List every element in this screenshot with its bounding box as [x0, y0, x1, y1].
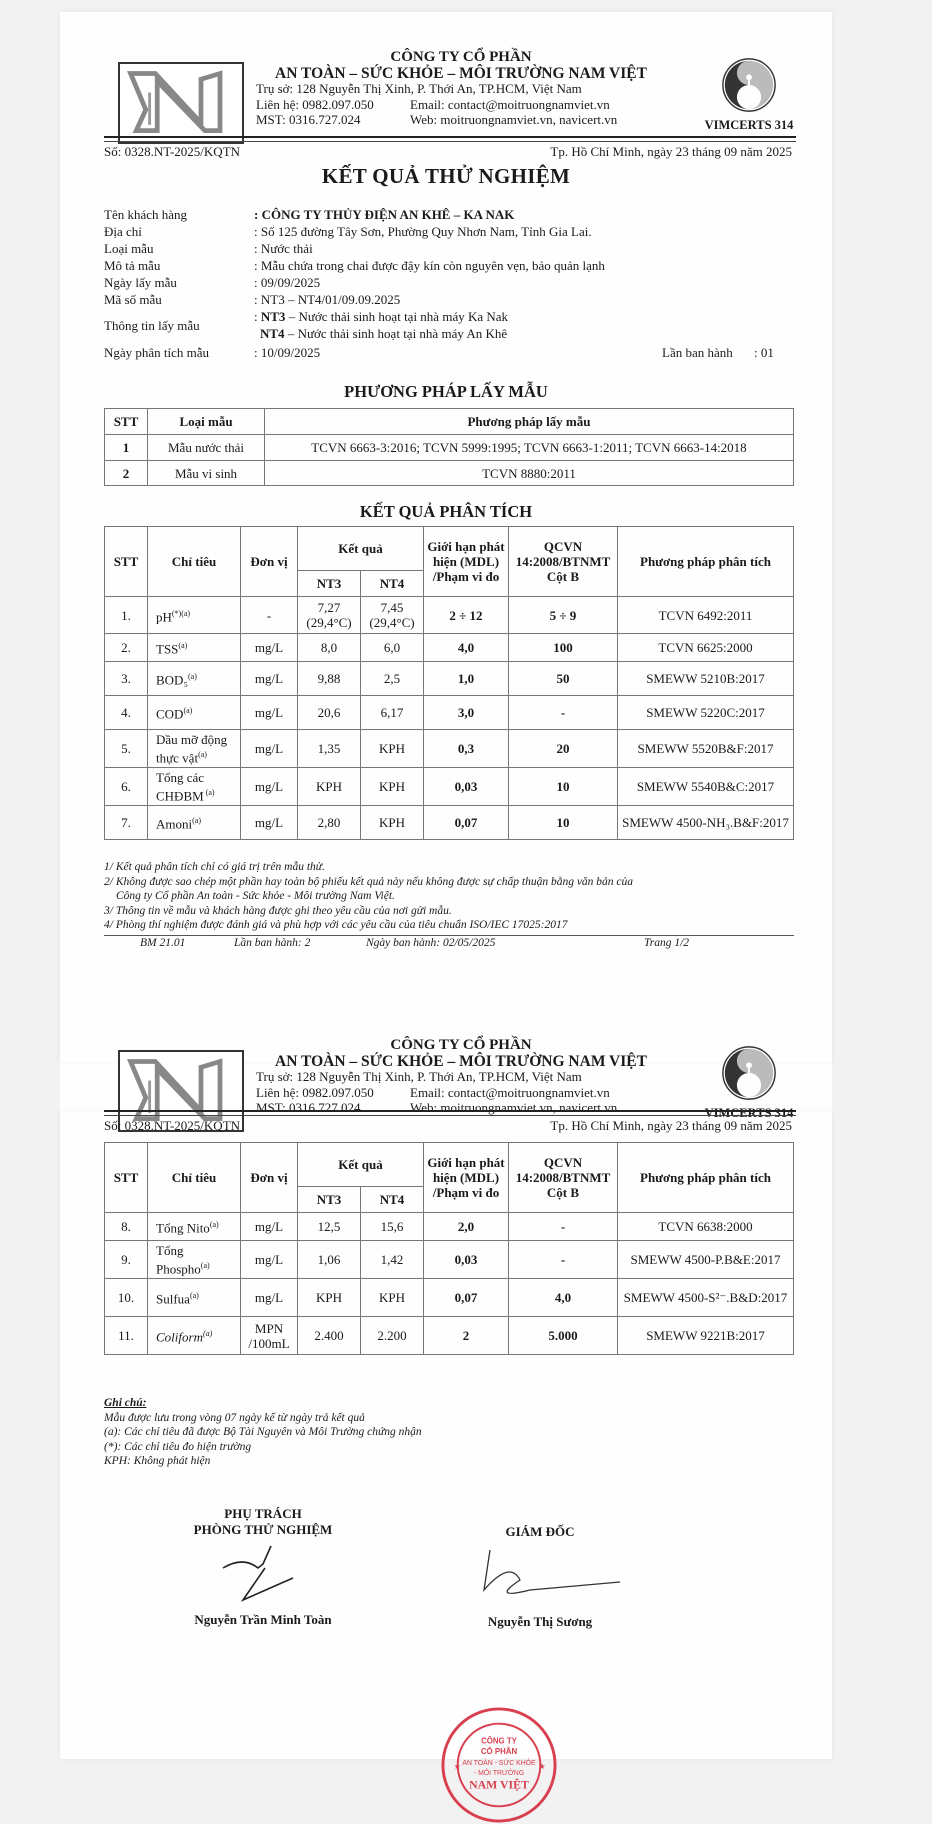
director-signature-block: [470, 1524, 610, 1630]
page1-footer: [104, 935, 794, 954]
company-stamp-icon: [440, 1706, 558, 1824]
document-date: Tp. Hồ Chí Minh, ngày 23 tháng 09 năm 2025: [550, 144, 792, 159]
svg-text:★: ★: [538, 1761, 546, 1771]
analysis-date-value: : 10/09/2025: [254, 345, 321, 360]
table-row: 9. Tổng Phospho$^{(a)}$ mg/L 1,06 1,42 0,03 - SMEWW 4500-P.B&E:2017: [105, 1241, 794, 1279]
header-rule: [104, 136, 796, 142]
document-number: Số: 0328.NT-2025/KQTN: [104, 144, 241, 159]
sample-desc-label: Mô tả mẫu: [104, 258, 161, 273]
customer-value: : CÔNG TY THỦY ĐIỆN AN KHÊ – KA NAK: [254, 207, 515, 222]
svg-text:- MÔI TRƯỜNG: - MÔI TRƯỜNG: [473, 1769, 525, 1777]
table-row: 1 Mẫu nước thải TCVN 6663-3:2016; TCVN 5999:1995; TCVN 6663-1:2011; TCVN 6663-14:2018: [105, 435, 794, 461]
col-sample-type: Loại mẫu: [148, 409, 265, 435]
table-row: 10. Sulfua$^{(a)}$ mg/L KPH KPH 0,07 4,0 SMEWW 4500-S²⁻.B&D:2017: [105, 1279, 794, 1317]
svg-text:AN TOÀN - SỨC KHỎE: AN TOÀN - SỨC KHỎE: [462, 1760, 536, 1767]
notes-title: Ghi chú:: [104, 1397, 147, 1409]
analysis-section-title: KẾT QUẢ PHÂN TÍCH: [359, 502, 533, 521]
sampling-section-title: PHƯƠNG PHÁP LẤY MẪU: [344, 382, 548, 401]
lab-manager-signature-icon: [203, 1538, 323, 1608]
customer-label: Tên khách hàng: [104, 207, 188, 222]
issue-value: : 01: [754, 345, 774, 360]
sample-date-label: Ngày lấy mẫu: [104, 275, 177, 290]
analysis-table-page1: STT Chỉ tiêu Đơn vị Kết quả Giới hạn phát hiện (MDL) /Phạm vi đo QCVN 14:2008/BTNMT Cột B Phương pháp phân tích NT3 NT4 1. $pH^{(*)(a)}$ - 7,27 (29,4°C) 7,45 (29,4°C) 2 ÷ 12 5 ÷ 9 TCVN 6492:2011 2. TSS$^{(a)}$ mg/L 8,0 6,0 4,0 100 TCVN 6625:2000 3. BOD₅$^{(a)}$ mg/L 9,88 2,5 1,0 50 SMEWW 5210B:2017 4. COD$^{(a)}$ mg/L 20,6 6,17 3,0 - SMEWW 5220C:2017 5. Dầu mỡ động thực vật$^{(a)}$ mg/L 1,35 KPH 0,3 20 SMEWW 5520B&F:2017 6. Tổng các CHĐBM $^{(a)}$ mg/L KPH KPH 0,03 10 SMEWW 5540B&C:2017 7. Amoni$^{(a)}$ mg/L 2,80 KPH 0,07 10 SMEWW 4500-NH₃.B&F:2017: [104, 526, 794, 840]
svg-text:CỔ PHẦN: CỔ PHẦN: [480, 1747, 518, 1757]
lab-manager-name: Nguyễn Trần Minh Toàn: [194, 1612, 332, 1627]
table-row: 7. Amoni$^{(a)}$ mg/L 2,80 KPH 0,07 10 SMEWW 4500-NH₃.B&F:2017: [105, 806, 794, 840]
director-signature-icon: [450, 1540, 630, 1610]
lab-manager-title1: PHỤ TRÁCH: [224, 1506, 302, 1521]
table-row: 4. COD$^{(a)}$ mg/L 20,6 6,17 3,0 - SMEWW 5220C:2017: [105, 696, 794, 730]
analysis-table-page2: STT Chỉ tiêu Đơn vị Kết quả Giới hạn phát hiện (MDL) /Phạm vi đo QCVN 14:2008/BTNMT Cột B Phương pháp phân tích NT3 NT4 8. Tổng Nito$^{(a)}$ mg/L 12,5 15,6 2,0 - TCVN 6638:2000 9. Tổng Phospho$^{(a)}$ mg/L 1,06 1,42 0,03 - SMEWW 4500-P.B&E:2017 10. Sulfua$^{(a)}$ mg/L KPH KPH 0,07 4,0 SMEWW 4500-S²⁻.B&D:2017 11. Coliform$^{(a)}$ MPN /100mL 2.400 2.200 2 5.000 SMEWW 9221B:2017: [104, 1142, 794, 1355]
sampling-table: [104, 408, 794, 486]
sample-type-value: : Nước thải: [254, 241, 313, 256]
sample-type-label: Loại mẫu: [104, 241, 154, 256]
sampling-info-label: Thông tin lấy mẫu: [104, 317, 200, 333]
document-date: Tp. Hồ Chí Minh, ngày 23 tháng 09 năm 2025: [550, 1118, 792, 1133]
lab-manager-title2: PHÒNG THỬ NGHIỆM: [193, 1522, 333, 1537]
analysis-date-label: Ngày phân tích mẫu: [104, 345, 210, 360]
sample-date-value: : 09/09/2025: [254, 275, 321, 290]
sample-code-label: Mã số mẫu: [104, 292, 162, 307]
col-stt: STT: [105, 409, 148, 435]
table-row: 1. $pH^{(*)(a)}$ - 7,27 (29,4°C) 7,45 (29,4°C) 2 ÷ 12 5 ÷ 9 TCVN 6492:2011: [105, 597, 794, 634]
table-row: 2 Mẫu vi sinh TCVN 8880:2011: [105, 461, 794, 486]
document-title: KẾT QUẢ THỬ NGHIỆM: [321, 164, 571, 188]
vimcerts-logo-icon: [720, 56, 778, 114]
report-page-2: [60, 1037, 832, 1792]
director-name: Nguyễn Thị Sương: [487, 1614, 593, 1629]
sampling-info-value: : NT3 – Nước thải sinh hoạt tại nhà máy Ka Nak NT4 – Nước thải sinh hoạt tại nhà máy An Khê: [254, 309, 509, 341]
document-number: Số: 0328.NT-2025/KQTN: [104, 1118, 241, 1133]
col-sampling-method: Phương pháp lấy mẫu: [265, 409, 794, 435]
nt3-desc: – Nước thải sinh hoạt tại nhà máy Ka Nak: [285, 309, 509, 324]
report-page-1: [60, 12, 832, 1062]
table-row: 6. Tổng các CHĐBM $^{(a)}$ mg/L KPH KPH 0,03 10 SMEWW 5540B&C:2017: [105, 768, 794, 806]
page1-notes: 1/ Kết quả phân tích chỉ có giá trị trên mẫu thử. 2/ Không được sao chép một phần hay toàn bộ phiếu kết quả này nếu không được sự chấp thuận bằng văn bản của Công ty Cổ phần An toàn - Sức khỏe - Môi trường Nam Việt. 3/ Thông tin về mẫu và khách hàng được ghi theo yêu cầu của nơi gửi mẫu. 4/ Phòng thí nghiệm được đánh giá và phù hợp với các yêu cầu của tiêu chuẩn ISO/IEC 17025:2017: [104, 861, 634, 931]
company-email: Email: contact@moitruongnamviet.vn: [410, 96, 610, 112]
address-label: Địa chỉ: [104, 224, 142, 239]
company-logo-icon: [118, 62, 244, 144]
vimcerts-badge: [704, 56, 794, 133]
page2-notes: Ghi chú: Mẫu được lưu trong vòng 07 ngày kể từ ngày trả kết quả (a): Các chỉ tiêu đã được Bộ Tài Nguyên và Môi Trường chứng nhận (*): Các chỉ tiêu đo hiện trường KPH: Không phát hiện: [104, 1396, 794, 1469]
table-row: 2. TSS$^{(a)}$ mg/L 8,0 6,0 4,0 100 TCVN 6625:2000: [105, 634, 794, 662]
form-issued-date: Ngày ban hành: 02/05/2025: [366, 937, 496, 949]
company-tax: MST: 0316.727.024: [256, 112, 361, 127]
header-rule: [104, 1110, 796, 1116]
company-info: CÔNG TY CỔ PHẦN AN TOÀN – SỨC KHỎE – MÔI TRƯỜNG NAM VIỆT Trụ sở: 128 Nguyễn Thị Xinh, P. Thới An, TP.HCM, Việt Nam Liên hệ: 0982.097.050 Email: contact@moitruongnamviet.vn MST: 0316.727.024 Web: moitruongnamviet.vn, navicert.vn: [256, 1037, 647, 1115]
page-number: Trang 1/2: [644, 937, 690, 949]
vimcerts-badge: VIMCERTS 314: [704, 1044, 794, 1121]
nt4-desc: – Nước thải sinh hoạt tại nhà máy An Khê: [284, 326, 508, 341]
svg-text:NAM VIỆT: NAM VIỆT: [469, 1777, 529, 1792]
company-line2: AN TOÀN – SỨC KHỎE – MÔI TRƯỜNG NAM VIỆT: [275, 65, 647, 82]
svg-text:★: ★: [453, 1761, 461, 1771]
company-address: Trụ sở: 128 Nguyễn Thị Xinh, P. Thới An, TP.HCM, Việt Nam: [256, 81, 582, 96]
vimcerts-label: VIMCERTS 314: [704, 118, 794, 132]
vimcerts-logo-icon: [720, 1044, 778, 1102]
company-web: Web: moitruongnamviet.vn, navicert.vn: [410, 112, 618, 127]
company-info: [246, 50, 676, 128]
company-phone: Liên hệ: 0982.097.050: [256, 96, 374, 112]
letterhead: [118, 50, 794, 142]
table-row: 5. Dầu mỡ động thực vật$^{(a)}$ mg/L 1,35 KPH 0,3 20 SMEWW 5520B&F:2017: [105, 730, 794, 768]
sample-code-value: : NT3 – NT4/01/09.09.2025: [254, 292, 401, 307]
issue-label: Lần ban hành: [662, 345, 733, 360]
form-edition: Lần ban hành: 2: [234, 937, 311, 949]
nt4-code: NT4: [260, 326, 285, 341]
sample-info: [104, 206, 794, 361]
letterhead-page2: [118, 1038, 794, 1130]
table-row: 3. BOD₅$^{(a)}$ mg/L 9,88 2,5 1,0 50 SMEWW 5210B:2017: [105, 662, 794, 696]
form-code: BM 21.01: [140, 937, 186, 949]
svg-text:CÔNG TY: CÔNG TY: [481, 1736, 517, 1746]
company-line1: CÔNG TY CỔ PHẦN: [390, 49, 532, 65]
sample-desc-value: : Mẫu chứa trong chai được đậy kín còn nguyên vẹn, bảo quản lạnh: [254, 258, 605, 273]
lab-manager-signature-block: [178, 1506, 348, 1628]
address-value: : Số 125 đường Tây Sơn, Phường Quy Nhơn Nam, Tỉnh Gia Lai.: [254, 224, 592, 239]
nt3-code: NT3: [260, 309, 286, 324]
director-title: GIÁM ĐỐC: [505, 1524, 575, 1539]
table-row: 11. Coliform$^{(a)}$ MPN /100mL 2.400 2.200 2 5.000 SMEWW 9221B:2017: [105, 1317, 794, 1355]
table-row: 8. Tổng Nito$^{(a)}$ mg/L 12,5 15,6 2,0 - TCVN 6638:2000: [105, 1213, 794, 1241]
